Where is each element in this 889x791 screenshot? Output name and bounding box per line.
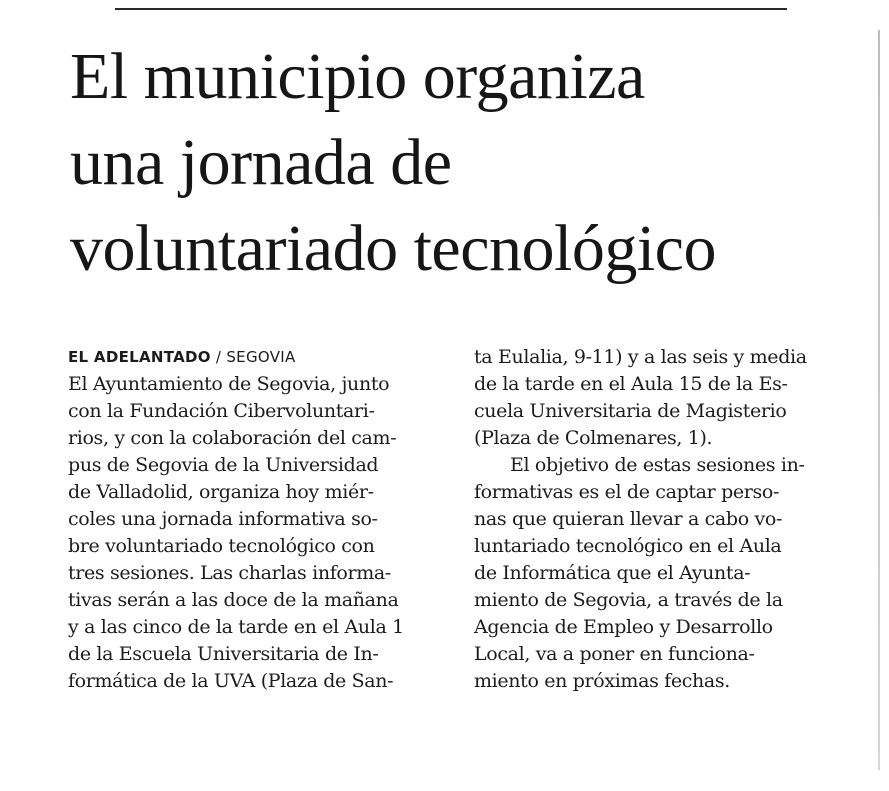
headline-line-1: El municipio organiza (70, 40, 645, 113)
body-line: Agencia de Empleo y Desarrollo (474, 616, 773, 638)
body-line: tivas serán a las doce de la mañana (68, 589, 399, 611)
top-rule (115, 8, 787, 10)
headline (70, 34, 850, 292)
body-line: El Ayuntamiento de Segovia, junto (68, 373, 390, 395)
byline-separator: / (210, 348, 227, 366)
headline-line-3: voluntariado tecnológico (70, 212, 716, 285)
body-line: miento de Segovia, a través de la (474, 589, 783, 611)
byline-place: SEGOVIA (226, 348, 296, 366)
body-line: tres sesiones. Las charlas informa- (68, 562, 391, 584)
body-line: cuela Universitaria de Magisterio (474, 400, 787, 422)
article-column-2 (474, 344, 854, 695)
body-line: de Valladolid, organiza hoy miér- (68, 481, 374, 503)
headline-line-2: una jornada de (70, 126, 452, 199)
body-line: formativas es el de captar perso- (474, 481, 780, 503)
body-line: de Informática que el Ayunta- (474, 562, 751, 584)
body-line: de la tarde en el Aula 15 de la Es- (474, 373, 788, 395)
body-line: (Plaza de Colmenares, 1). (474, 427, 713, 449)
body-line: nas que quieran llevar a cabo vo- (474, 508, 783, 530)
body-line: rios, y con la colaboración del cam- (68, 427, 397, 449)
body-line: El objetivo de estas sesiones in- (510, 454, 805, 476)
body-line: bre voluntariado tecnológico con (68, 535, 375, 557)
body-line: pus de Segovia de la Universidad (68, 454, 379, 476)
body-line: miento en próximas fechas. (474, 670, 730, 692)
body-line: con la Fundación Cibervoluntari- (68, 400, 375, 422)
body-line: Local, va a poner en funciona- (474, 643, 755, 665)
body-line: ta Eulalia, 9-11) y a las seis y media (474, 346, 807, 368)
body-line: coles una jornada informativa so- (68, 508, 378, 530)
clipping-edge (878, 30, 880, 770)
byline (68, 344, 448, 371)
body-line: luntariado tecnológico en el Aula (474, 535, 782, 557)
byline-source: EL ADELANTADO (68, 348, 211, 366)
body-line: y a las cinco de la tarde en el Aula 1 (68, 616, 404, 638)
body-line: de la Escuela Universitaria de In- (68, 643, 379, 665)
article-column-1 (68, 344, 448, 695)
body-line: formática de la UVA (Plaza de San- (68, 670, 394, 692)
